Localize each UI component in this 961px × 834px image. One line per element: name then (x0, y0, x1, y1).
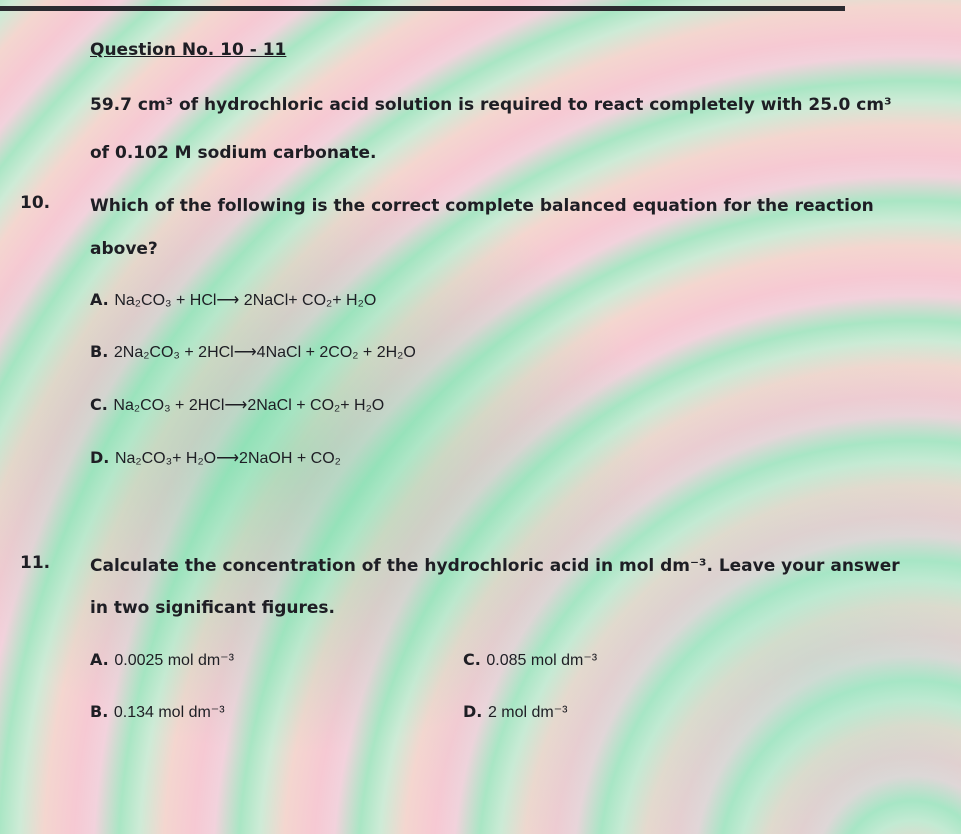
stem-line-1: 59.7 cm³ of hydrochloric acid solution is required to react completely with 25.0 cm³ (90, 95, 892, 115)
option-value: 0.0025 mol dm⁻³ (114, 652, 234, 669)
q11-option-b[interactable] (90, 702, 225, 722)
option-formula: 2Na₂CO₃ + 2HCl⟶4NaCl + 2CO₂ + 2H₂O (113, 344, 416, 361)
q11-option-a[interactable] (90, 650, 234, 670)
question-10-text-line-1: Which of the following is the correct complete balanced equation for the reaction (90, 196, 874, 216)
option-formula: Na₂CO₃ + HCl⟶ 2NaCl+ CO₂+ H₂O (114, 292, 377, 309)
q11-option-c[interactable] (463, 650, 597, 670)
q10-option-d[interactable] (90, 448, 341, 468)
option-value: 0.085 mol dm⁻³ (486, 652, 598, 669)
option-letter: A. (90, 650, 109, 669)
option-letter: B. (90, 702, 109, 721)
question-11-text-line-2: in two significant figures. (90, 598, 335, 618)
option-value: 2 mol dm⁻³ (487, 704, 568, 721)
option-letter: C. (463, 650, 481, 669)
option-formula: Na₂CO₃+ H₂O⟶2NaOH + CO₂ (114, 450, 341, 467)
option-letter: D. (90, 448, 110, 467)
question-11-number: 11. (20, 553, 51, 573)
q10-option-b[interactable] (90, 342, 416, 362)
q10-option-c[interactable] (90, 395, 384, 415)
question-10-text-line-2: above? (90, 239, 158, 259)
q11-option-d[interactable] (463, 702, 568, 722)
q10-option-a[interactable] (90, 290, 376, 310)
option-value: 0.134 mol dm⁻³ (113, 704, 225, 721)
option-letter: B. (90, 342, 109, 361)
option-letter: A. (90, 290, 109, 309)
option-letter: D. (463, 702, 483, 721)
option-letter: C. (90, 395, 108, 414)
option-formula: Na₂CO₃ + 2HCl⟶2NaCl + CO₂+ H₂O (113, 397, 385, 414)
top-rule (0, 6, 845, 11)
question-heading: Question No. 10 - 11 (90, 40, 287, 60)
stem-line-2: of 0.102 M sodium carbonate. (90, 143, 377, 163)
question-10-number: 10. (20, 193, 51, 213)
question-11-text-line-1: Calculate the concentration of the hydrochloric acid in mol dm⁻³. Leave your answer (90, 556, 900, 576)
